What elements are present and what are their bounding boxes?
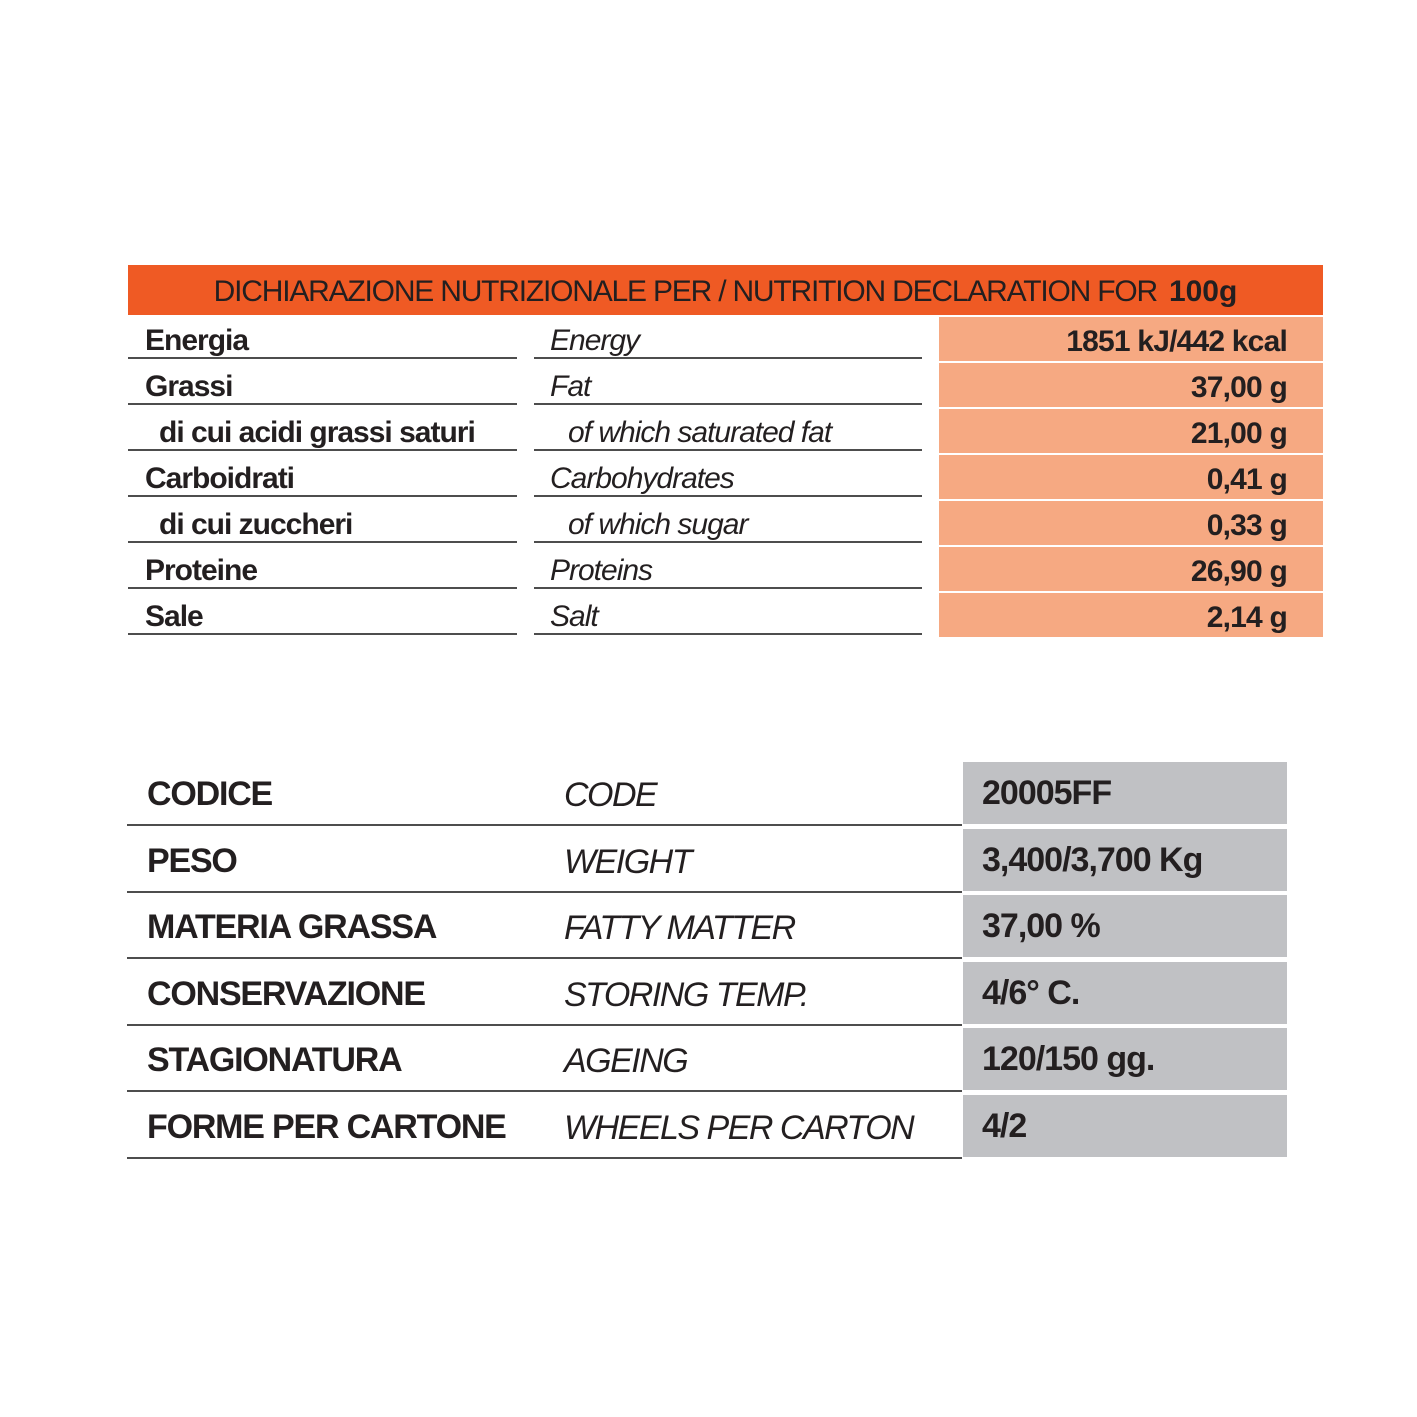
value: 3,400/3,700 Kg [963, 829, 1287, 891]
label-it: Energia [128, 315, 517, 359]
label-it: Proteine [128, 545, 517, 589]
product-info-table [127, 762, 1287, 1161]
label-en: WHEELS PER CARTON [564, 1108, 914, 1147]
value: 21,00 g [939, 409, 1323, 453]
label-en: Energy [534, 315, 922, 359]
nutrition-row-saturated-fat [128, 407, 1323, 453]
label-en: STORING TEMP. [564, 975, 808, 1014]
nutrition-row-carbohydrates [128, 453, 1323, 499]
product-row-code [127, 762, 1287, 829]
value: 37,00 g [939, 363, 1323, 407]
value: 4/2 [963, 1095, 1287, 1157]
label-it: MATERIA GRASSA [127, 895, 962, 959]
nutrition-row-sugar [128, 499, 1323, 545]
nutrition-row-salt [128, 591, 1323, 637]
label-en: FATTY MATTER [564, 909, 795, 947]
label-en: AGEING [564, 1042, 688, 1080]
label-it: Carboidrati [128, 453, 517, 497]
product-row-fatty-matter [127, 895, 1287, 962]
value: 0,41 g [939, 455, 1323, 499]
label-it: STAGIONATURA [127, 1028, 962, 1092]
label-en: Carbohydrates [534, 453, 922, 497]
label-it: Sale [128, 591, 517, 635]
label-en: CODE [564, 776, 657, 814]
nutrition-row-proteins [128, 545, 1323, 591]
nutrition-row-fat [128, 361, 1323, 407]
nutrition-row-energy [128, 315, 1323, 361]
label-en: Fat [534, 361, 922, 405]
value: 2,14 g [939, 593, 1323, 637]
value: 20005FF [963, 762, 1287, 824]
label-it: di cui acidi grassi saturi [128, 407, 517, 451]
value: 120/150 gg. [963, 1028, 1287, 1090]
product-row-storing-temp [127, 962, 1287, 1029]
nutrition-header [128, 265, 1323, 315]
label-it: di cui zuccheri [128, 499, 517, 543]
label-it: Grassi [128, 361, 517, 405]
label-en: of which sugar [534, 499, 922, 543]
value: 37,00 % [963, 895, 1287, 957]
label-it: CODICE [127, 762, 962, 826]
label-en: of which saturated fat [534, 407, 922, 451]
value: 0,33 g [939, 501, 1323, 545]
value: 1851 kJ/442 kcal [939, 317, 1323, 361]
value: 4/6° C. [963, 962, 1287, 1024]
label-it: PESO [127, 829, 962, 893]
nutrition-table [128, 265, 1323, 637]
nutrition-header-text: DICHIARAZIONE NUTRIZIONALE PER / NUTRITION DECLARATION FOR [213, 275, 1157, 308]
label-en: Salt [534, 591, 922, 635]
label-it: CONSERVAZIONE [127, 962, 962, 1026]
product-row-weight [127, 829, 1287, 896]
label-en: WEIGHT [564, 842, 691, 881]
nutrition-header-amount: 100g [1168, 275, 1238, 308]
label-it: FORME PER CARTONE [127, 1095, 962, 1159]
label-en: Proteins [534, 545, 922, 589]
value: 26,90 g [939, 547, 1323, 591]
product-row-ageing [127, 1028, 1287, 1095]
product-row-wheels-per-carton [127, 1095, 1287, 1162]
